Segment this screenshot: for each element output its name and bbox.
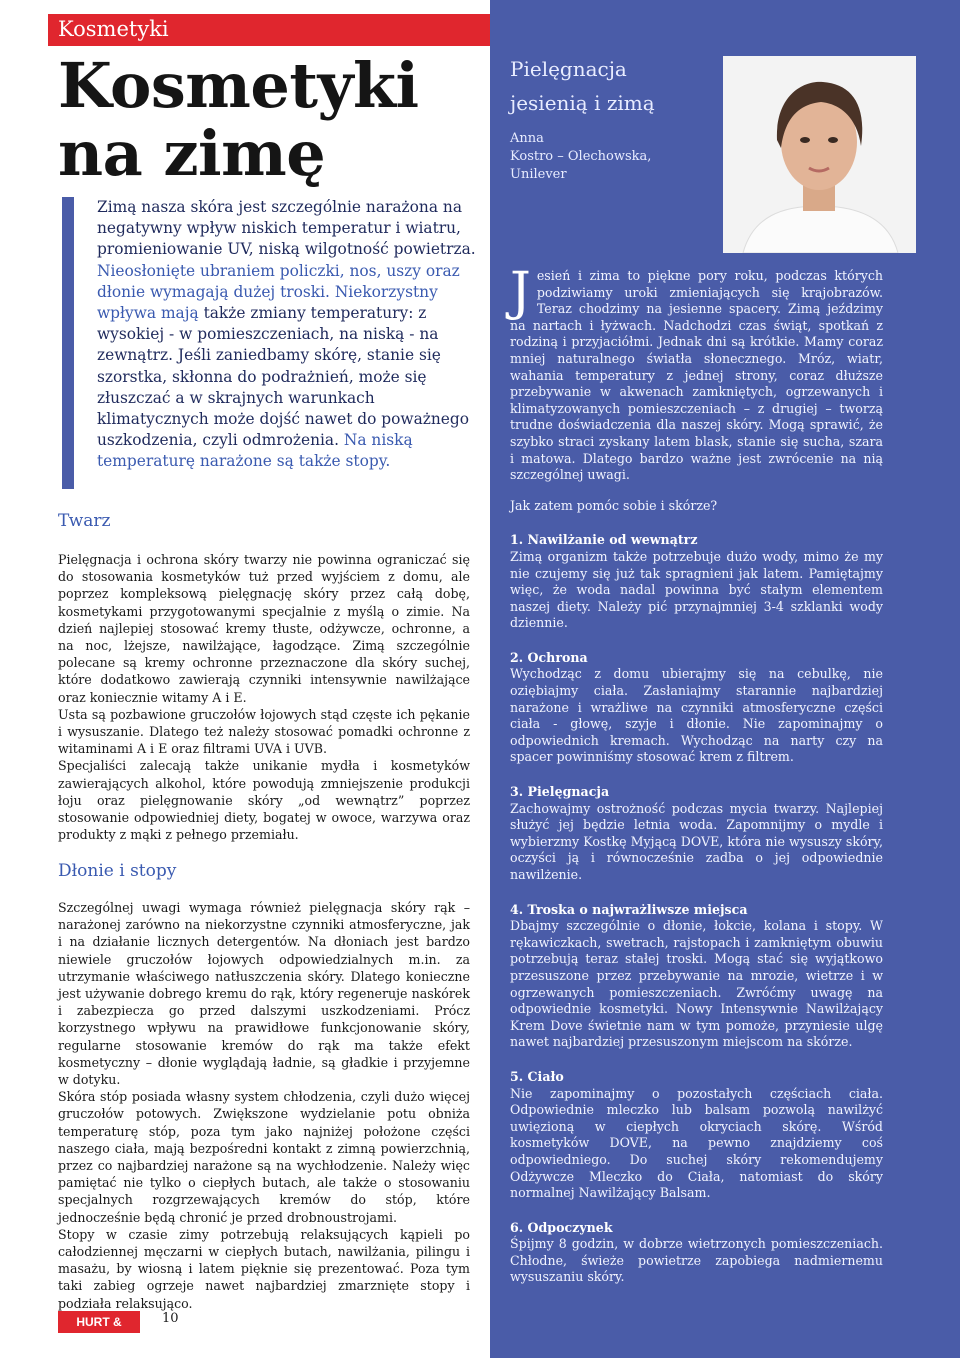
- section-body-twarz: [58, 551, 470, 843]
- section-body-dlonie: [58, 899, 470, 1312]
- lead-paragraph: [97, 197, 482, 473]
- paragraph: Szczególnej uwagi wymaga również pielęgnacja skóry rąk – narażonej zarówno na niekorzystne czynniki atmosferyczne, jak i na działanie licznych detergentów. Na dłoniach jest bardzo niewiele gruczołów łojowych odpowiedzialnych m.in. za utrzymanie właściwego natłuszczenia skóry. Dlatego konieczne jest używanie dobrego kremu do rąk, który regeneruje naskórek i zabezpiecza go przed dalszymi uszkodzeniami. Prócz korzystnego wpływu na prawidłowe funkcjonowanie skóry, regularne stosowanie kremów do rąk ma także efekt kosmetyczny – dłonie wyglądają ładnie, są gładkie i przyjemne w dotyku.: [58, 900, 470, 1088]
- tip-heading: 4. Troska o najwrażliwsze miejsca: [510, 901, 748, 917]
- paragraph: Usta są pozbawione gruczołów łojowych stąd częste ich pękanie i wysuszanie. Dlatego też należy stosować pomadki ochronne z witaminami A i E oraz filtrami UVA i UVB.: [58, 706, 470, 757]
- tip-text: Wychodząc z domu ubierajmy się na cebulkę, nie oziębiajmy ciała. Zasłaniajmy starannie najbardziej narażone i wrażliwe na czynniki atmosferyczne części ciała - głowę, szyje i dłonie. Nie zapominajmy o odpowiednich kremach. Wychodząc na narty czy na spacer powinniśmy stosować krem z filtrem.: [510, 666, 883, 765]
- lead-text-1: Zimą nasza skóra jest szczególnie narażona na negatywny wpływ niskich temperatur i wiatru, promieniowanie UV, niską wilgotność powietrza.: [97, 198, 476, 259]
- lead-accent-bar: [62, 197, 74, 489]
- category-label: Kosmetyki: [58, 17, 169, 41]
- lead-highlight-1: Nieosłonięte ubraniem policzki, nos, uszy oraz dłonie wymagają dużej troski.: [97, 261, 460, 301]
- tip-text: Zimą organizm także potrzebuje dużo wody, mimo że my nie czujemy się już tak spragnieni jak latem. Pamiętajmy więc, że woda nadal powinna być stałym elementem naszej diety. Należy pić przynajmniej 3-4 szklanki wody dziennie.: [510, 548, 883, 631]
- author-photo: [723, 56, 916, 253]
- publication-logo: HURT & DETAL: [58, 1311, 140, 1333]
- section-heading-dlonie: Dłonie i stopy: [58, 861, 177, 881]
- drop-cap: J: [510, 262, 531, 322]
- author-line: Kostro – Olechowska,: [510, 149, 652, 164]
- author-line: Anna: [510, 131, 544, 146]
- lead-text-2: także zmiany temperatury: z wysokiej - w pomieszczeniach, na niską - na zewnątrz. Jeśli zaniedbamy skórę, stanie się szorstka, skłonna do podrażnień, może się złuszczać a w skrajnych warunkach klimatycznych może dojść nawet do poważnego uszkodzenia, czyli odmrożenia.: [97, 304, 470, 450]
- sidebar-question: Jak zatem pomóc sobie i skórze?: [510, 497, 718, 513]
- tip-heading: 1. Nawilżanie od wewnątrz: [510, 532, 698, 548]
- paragraph: Pielęgnacja i ochrona skóry twarzy nie powinna ograniczać się do stosowania kosmetyków tuż przed wyjściem z domu, ale poprzez kompleksową pielęgnację skóry przez całą dobę, kosmetykami przygotowanymi specjalnie z myślą o zimie. Na dzień najlepiej stosować kremy tłuste, odżywcze, ochronne, a na noc, lżejsze, nawilżające, łagodzące. Zimą szczególnie polecane są kremy ochronne przeznaczone dla skóry suchej, które dodatkowo zawierają czynniki intensywnie nawilżające oraz koniecznie witamy A i E.: [58, 552, 470, 705]
- tip-heading: 3. Pielęgnacja: [510, 784, 610, 800]
- sidebar-body: [510, 262, 883, 1286]
- tip-text: Dbajmy szczególnie o dłonie, łokcie, kolana i stopy. W rękawiczkach, swetrach, rajstopach i zamkniętym obuwiu potrzebują teraz stałej troski. Mogą stać się wyjątkowo przesuszone przez przebywanie na mrozie, wietrze i w ogrzewanych pomieszczeniach. Zwróćmy uwagę na odpowiednie kosmetyki. Nowy Intensywnie Nawilżający Krem Dove świetnie nam w tym pomoże, przyniesie ulgę nawet najbardziej przesuszonym miejscom na skórze.: [510, 918, 883, 1050]
- sidebar-intro: [510, 262, 883, 484]
- sidebar-title-line-2: jesienią i zimą: [510, 91, 655, 115]
- category-banner: [48, 14, 490, 46]
- tip-heading: 6. Odpoczynek: [510, 1219, 613, 1235]
- tip-heading: 5. Ciało: [510, 1068, 564, 1084]
- page-number: 10: [162, 1311, 179, 1326]
- page-title: [58, 49, 419, 190]
- sidebar-title-line-1: Pielęgnacja: [510, 57, 627, 81]
- lead-highlight-3: Na niską temperaturę narażone są także stopy.: [97, 431, 413, 471]
- section-heading-twarz: Twarz: [58, 511, 111, 531]
- paragraph: Specjaliści zalecają także unikanie mydła i kosmetyków zawierających alkohol, które powodują zmniejszenie produkcji łoju oraz pielęgnowanie skóry „od wewnątrz” poprzez stosowanie odpowiedniej diety, bogatej w owoce, warzywa oraz produkty z mąki z pełnego przemiału.: [58, 758, 470, 843]
- title-line-1: Kosmetyki: [58, 49, 419, 122]
- paragraph: Skóra stóp posiada własny system chłodzenia, czyli dużo więcej gruczołów potowych. Zwiększone wydzielanie potu obniża temperaturę stóp, poza tym jako najniżej położone części naszego ciała, mają bezpośredni kontakt z zimną powierzchnią, przez co najbardziej narażone są na wychłodzenie. Należy więc pamiętać nie tylko o ciepłych butach, ale także o stosowaniu specjalnych rozgrzewających kremów do stóp, które jednocześnie będą chronić je przed drobnoustrojami.: [58, 1089, 470, 1225]
- paragraph: Stopy w czasie zimy potrzebują relaksujących kąpieli po całodziennej męczarni w ciepłych butach, nawilżania, pilingu i masażu, by wiosną i latem pięknie się prezentować. Poza tym taki zabieg ogrzeje nawet najbardziej zmarznięte stopy i podziała relaksująco.: [58, 1226, 470, 1311]
- author-byline: [510, 130, 710, 184]
- title-line-2: na zimę: [58, 117, 326, 190]
- author-line: Unilever: [510, 167, 567, 182]
- intro-text: esień i zima to piękne pory roku, podczas których podziwiamy uroki zmieniających się krajobrazów. Teraz chodzimy na jesienne spacery. Zimą jeździmy na nartach i łyżwach. Nadchodzi czas świąt, spotkań z rodziną i przyjaciółmi. Jednak dni są krótkie. Mamy coraz mniej naturalnego światła słonecznego. Mróz, wiatr, wahania temperatury z jednej strony, coraz dłuższe przebywanie w akwenach zamkniętych, ogrzewanych i klimatyzowanych pomieszczeniach – z drugiej – tworzą trudne doświadczenia dla naszej skóry. Mogą sprawić, że szybko straci zyskany latem blask, stanie się sucha, szara i matowa. Dlatego bardzo ważne jest zwrócenie na nią szczególnej uwagi.: [510, 268, 883, 483]
- tip-heading: 2. Ochrona: [510, 649, 588, 665]
- tip-text: Śpijmy 8 godzin, w dobrze wietrzonych pomieszczeniach. Chłodne, świeże powietrze zapobiega nadmiernemu wysuszaniu skóry.: [510, 1236, 883, 1285]
- sidebar-title: [510, 52, 710, 120]
- tip-text: Nie zapominajmy o pozostałych częściach ciała. Odpowiednie mleczko lub balsam pozwolą nawilżyć uwięzioną w ciepłych okryciach skórę. Wśród kosmetyków DOVE, na pewno znajdziemy coś odpowiedniego. Do suchej skóry rekomendujemy Odżywcze Mleczko do Ciała, natomiast do skóry normalnej Nawilżający Balsam.: [510, 1085, 883, 1201]
- tip-text: Zachowajmy ostrożność podczas mycia twarzy. Najlepiej służyć jej będzie letnia woda. Zapomnijmy o mydle i wybierzmy Kostkę Myjącą DOVE, która nie wysuszy skóry, oczyści ją i równocześnie zadba o jej odpowiednie nawilżenie.: [510, 800, 883, 882]
- lead-highlight-2: Niekorzystny wpływa mają: [97, 282, 438, 323]
